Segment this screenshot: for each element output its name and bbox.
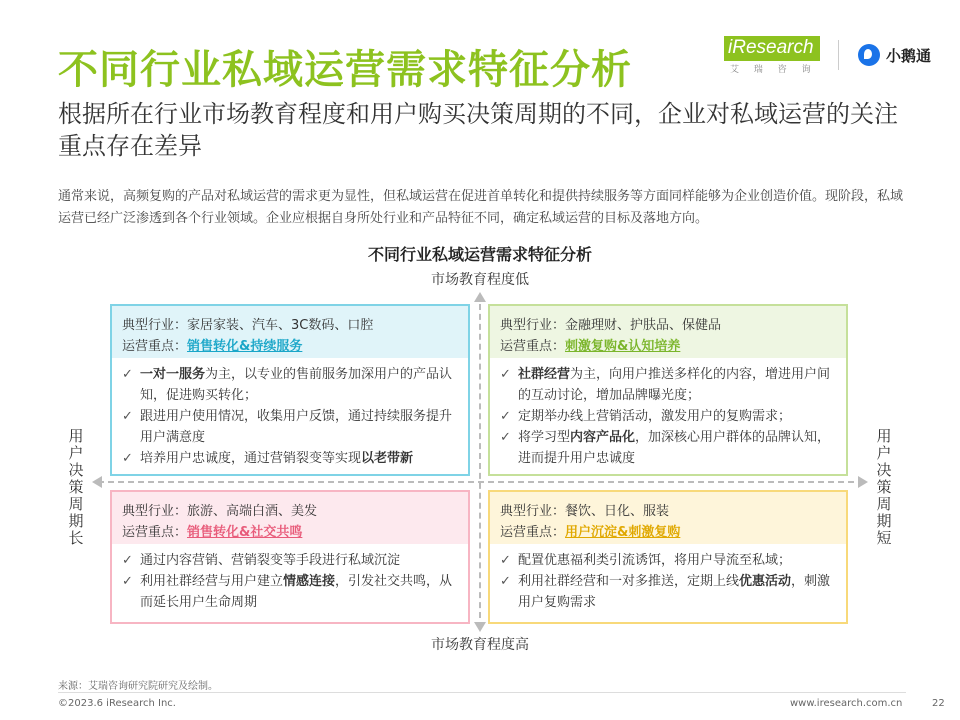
- website-url: www.iresearch.com.cn: [790, 698, 903, 709]
- quadrant-point-list: [490, 544, 846, 613]
- point-highlight: 以老带新: [361, 451, 414, 466]
- quadrant-header: [112, 492, 468, 544]
- quadrant-top-left: [110, 304, 470, 476]
- quadrant-point-list: [112, 358, 468, 469]
- horizontal-axis-line: [98, 481, 864, 483]
- focus-label: 运营重点：: [500, 339, 566, 354]
- focus-line: [122, 522, 458, 543]
- diagram-title: 不同行业私域运营需求特征分析: [367, 245, 592, 264]
- quadrant-point: [500, 406, 836, 427]
- focus-value: 销售转化&持续服务: [187, 339, 303, 354]
- industry-values: 金融理财、护肤品、保健品: [565, 318, 722, 333]
- industry-label: 典型行业：: [500, 318, 566, 333]
- quadrant-point: [122, 571, 458, 613]
- point-text: 为主，以专业的售前服务加深用户的产品认知，促进购买转化；: [140, 367, 453, 403]
- quadrant-header: [490, 306, 846, 358]
- arrow-down-icon: [474, 622, 486, 632]
- footer-divider: [58, 692, 906, 693]
- quadrant-point: [122, 550, 458, 571]
- point-text: 配置优惠福利类引流诱饵，将用户导流至私域；: [518, 553, 792, 568]
- focus-label: 运营重点：: [122, 339, 188, 354]
- quadrant-point: [122, 406, 458, 448]
- xiaopeng-logo-text: 小鹅通: [886, 46, 932, 65]
- quadrant-point: [500, 550, 836, 571]
- industry-line: [122, 501, 458, 522]
- industry-label: 典型行业：: [122, 504, 188, 519]
- focus-line: [500, 522, 836, 543]
- axis-label-right: 用户决策周期短: [876, 427, 892, 547]
- industry-line: [500, 315, 836, 336]
- point-text: 跟进用户使用情况，收集用户反馈，通过持续服务提升用户满意度: [140, 409, 453, 445]
- industry-values: 旅游、高端白酒、美发: [187, 504, 318, 519]
- focus-line: [500, 336, 836, 357]
- source-note: 来源：艾瑞咨询研究院研究及绘制。: [58, 681, 218, 692]
- point-text: ，刺激用户复购需求: [518, 574, 831, 610]
- intro-paragraph: 通常来说，高频复购的产品对私域运营的需求更为显性，但私域运营在促进首单转化和提供持续服务等方面同样能够为企业创造价值。现阶段，私域运营已经广泛渗透到各个行业领域。企业应根据自身所处行业和产品特征不同，确定私域运营的目标及落地方向。: [58, 189, 904, 226]
- point-text: 为主，向用户推送多样化的内容，增进用户间的互动讨论，增加品牌曝光度；: [518, 367, 831, 403]
- point-highlight: 情感连接: [283, 574, 336, 589]
- quadrant-bottom-right: [488, 490, 848, 624]
- quadrant-point: [122, 364, 458, 406]
- point-highlight: 内容产品化: [570, 430, 636, 445]
- quadrant-header: [490, 492, 846, 544]
- arrow-up-icon: [474, 292, 486, 302]
- focus-label: 运营重点：: [500, 525, 566, 540]
- industry-line: [500, 501, 836, 522]
- point-highlight: 优惠活动: [739, 574, 792, 589]
- quadrant-point-list: [490, 358, 846, 469]
- industry-label: 典型行业：: [122, 318, 188, 333]
- point-text: 定期举办线上营销活动，激发用户的复购需求；: [518, 409, 792, 424]
- quadrant-bottom-left: [110, 490, 470, 624]
- quadrant-point: [500, 427, 836, 469]
- quadrant-point: [500, 364, 836, 406]
- industry-values: 家居家装、汽车、3C数码、口腔: [187, 318, 374, 333]
- axis-label-left: 用户决策周期长: [68, 427, 84, 547]
- focus-label: 运营重点：: [122, 525, 188, 540]
- iresearch-logo-subtitle: 艾 瑞 咨 询: [730, 65, 817, 75]
- quadrant-point-list: [112, 544, 468, 613]
- point-text: 通过内容营销、营销裂变等手段进行私域沉淀: [140, 553, 401, 568]
- quadrant-point: [122, 448, 458, 469]
- page-subtitle: 根据所在行业市场教育程度和用户购买决策周期的不同，企业对私域运营的关注重点存在差异: [58, 100, 898, 160]
- focus-value: 用户沉淀&刺激复购: [565, 525, 681, 540]
- axis-label-bottom: 市场教育程度高: [431, 637, 529, 653]
- point-highlight: 一对一服务: [140, 367, 206, 382]
- point-text: 培养用户忠诚度，通过营销裂变等实现: [140, 451, 362, 466]
- axis-label-top: 市场教育程度低: [431, 272, 529, 288]
- quadrant-header: [112, 306, 468, 358]
- page-number: 22: [932, 698, 945, 709]
- focus-value: 刺激复购&认知培养: [565, 339, 681, 354]
- copyright: ©2023.6 iResearch Inc.: [58, 698, 176, 709]
- focus-value: 销售转化&社交共鸣: [187, 525, 303, 540]
- iresearch-logo-mark: iResearch: [724, 36, 820, 61]
- industry-values: 餐饮、日化、服装: [565, 504, 670, 519]
- xiaopeng-logo-icon: [858, 44, 880, 66]
- quadrant-top-right: [488, 304, 848, 476]
- xiaopeng-logo: [858, 42, 931, 68]
- point-text: 利用社群经营与用户建立: [140, 574, 284, 589]
- focus-line: [122, 336, 458, 357]
- industry-label: 典型行业：: [500, 504, 566, 519]
- point-text: 将学习型: [518, 430, 571, 445]
- vertical-axis-line: [479, 294, 481, 628]
- arrow-left-icon: [92, 476, 102, 488]
- point-text: ，引发社交共鸣，从而延长用户生命周期: [140, 574, 453, 610]
- page-title: 不同行业私域运营需求特征分析: [58, 47, 632, 93]
- logo-divider: [838, 40, 839, 70]
- quadrant-point: [500, 571, 836, 613]
- point-highlight: 社群经营: [518, 367, 571, 382]
- arrow-right-icon: [858, 476, 868, 488]
- point-text: 利用社群经营和一对多推送，定期上线: [518, 574, 740, 589]
- industry-line: [122, 315, 458, 336]
- point-text: ，加深核心用户群体的品牌认知，进而提升用户忠诚度: [518, 430, 831, 466]
- iresearch-logo: [724, 34, 824, 80]
